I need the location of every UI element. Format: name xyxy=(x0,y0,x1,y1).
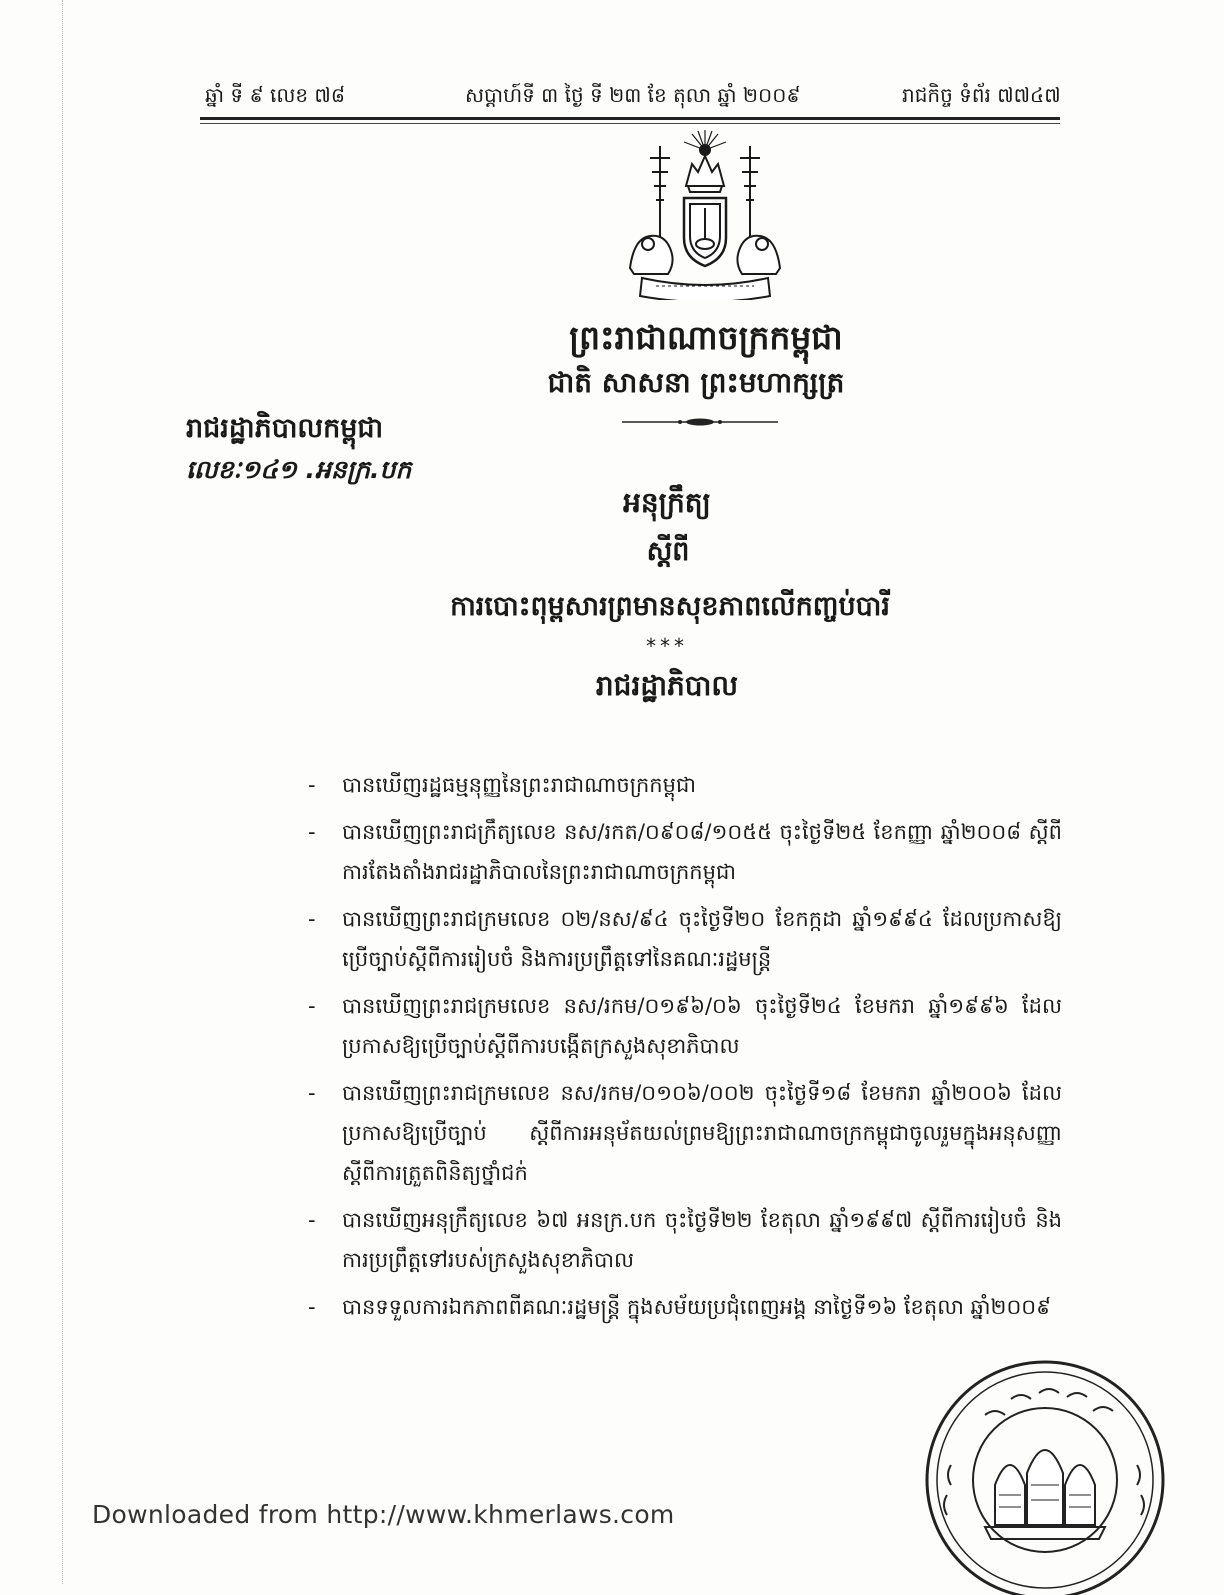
list-item-text: បានឃើញអនុក្រឹត្យលេខ ៦៧ អនក្រ.បក ចុះថ្ងៃទី២២ ខែតុលា ឆ្នាំ១៩៩៧ ស្តីពីការរៀបចំ និងការប្រព្រឹត្តទៅរបស់ក្រសួងសុខាភិបាល xyxy=(342,1208,1062,1272)
list-marker: - xyxy=(308,1081,316,1105)
download-watermark: Downloaded from http://www.khmerlaws.com xyxy=(92,1500,675,1529)
header-date: សប្តាហ៍ទី ៣ ថ្ងៃ ទី ២៣ ខែ តុលា ឆ្នាំ ២០០៩ xyxy=(465,83,801,107)
list-item xyxy=(300,899,1062,979)
issuer-name: រាជរដ្ឋាភិបាលកម្ពុជា xyxy=(186,413,384,444)
list-marker: - xyxy=(308,907,316,931)
list-item-text: បានឃើញព្រះរាជក្រមលេខ នស/រកម/០១៩៦/០៦ ចុះថ្ងៃទី២៤ ខែមករា ឆ្នាំ១៩៩៦ ដែលប្រកាសឱ្យប្រើច្បាប់ស្តីពីការបង្កើតក្រសួងសុខាភិបាល xyxy=(342,994,1062,1058)
list-marker: - xyxy=(308,773,316,797)
list-item xyxy=(300,1200,1062,1280)
title-about: ស្តីពី xyxy=(646,536,690,567)
list-item xyxy=(300,986,1062,1066)
preamble-list xyxy=(300,765,1062,1334)
document-type: អនុក្រឹត្យ xyxy=(623,486,711,519)
document-number: លេខៈ១៤១ .អនក្រ.បក xyxy=(186,455,412,484)
national-motto: ជាតិ សាសនា ព្រះមហាក្សត្រ xyxy=(547,366,845,399)
list-item-text: បានឃើញព្រះរាជក្រមលេខ ០២/នស/៩៤ ចុះថ្ងៃទី២០ ខែកក្កដា ឆ្នាំ១៩៩៤ ដែលប្រកាសឱ្យប្រើច្បាប់ស្តីពីការរៀបចំ និងការប្រព្រឹត្តទៅនៃគណៈរដ្ឋមន្ត្រី xyxy=(342,907,1062,971)
royal-emblem-icon xyxy=(620,128,790,300)
list-marker: - xyxy=(308,820,316,844)
official-seal-icon xyxy=(915,1355,1175,1595)
ornament-divider-icon xyxy=(622,418,778,426)
list-marker: - xyxy=(308,1295,316,1319)
title-government: រាជរដ្ឋាភិបាល xyxy=(595,669,739,702)
list-item-text: បានឃើញព្រះរាជក្រមលេខ នស/រកម/០១០៦/០០២ ចុះថ្ងៃទី១៨ ខែមករា ឆ្នាំ២០០៦ ដែលប្រកាសឱ្យប្រើច្បាប់ ស្តីពីការអនុម័តយល់ព្រមឱ្យព្រះរាជាណាចក្រកម្ពុជាចូលរួមក្នុងអនុសញ្ញា ស្តីពីការត្រួតពិនិត្យថ្នាំជក់ xyxy=(342,1081,1062,1185)
list-item xyxy=(300,1073,1062,1193)
list-item-text: បានទទួលការឯកភាពពីគណៈរដ្ឋមន្ត្រី ក្នុងសម័យប្រជុំពេញអង្គ នាថ្ងៃទី១៦ ខែតុលា ឆ្នាំ២០០៩ xyxy=(342,1295,1052,1319)
list-marker: - xyxy=(308,1208,316,1232)
header-issue: ឆ្នាំ ទី ៩ លេខ ៧៨ xyxy=(205,83,345,107)
title-separator: *** xyxy=(646,634,688,658)
list-item xyxy=(300,812,1062,892)
list-item xyxy=(300,1287,1062,1327)
header-rule-thin xyxy=(200,123,1060,124)
list-item xyxy=(300,765,1062,805)
document-subject: ការបោះពុម្ពសារព្រមានសុខភាពលើកញ្ចប់បារី xyxy=(450,591,890,622)
list-marker: - xyxy=(308,994,316,1018)
header-rule xyxy=(200,117,1060,120)
kingdom-name: ព្រះរាជាណាចក្រកម្ពុជា xyxy=(569,318,843,357)
list-item-text: បានឃើញរដ្ឋធម្មនុញ្ញនៃព្រះរាជាណាចក្រកម្ពុជា xyxy=(342,773,696,797)
header-page: រាជកិច្ច ទំព័រ ៧៧៤៧ xyxy=(902,83,1061,107)
scan-edge xyxy=(62,0,64,1584)
list-item-text: បានឃើញព្រះរាជក្រឹត្យលេខ នស/រកត/០៩០៨/១០៥៥ ចុះថ្ងៃទី២៥ ខែកញ្ញា ឆ្នាំ២០០៨ ស្តីពីការតែងតាំងរាជរដ្ឋាភិបាលនៃព្រះរាជាណាចក្រកម្ពុជា xyxy=(342,820,1062,884)
